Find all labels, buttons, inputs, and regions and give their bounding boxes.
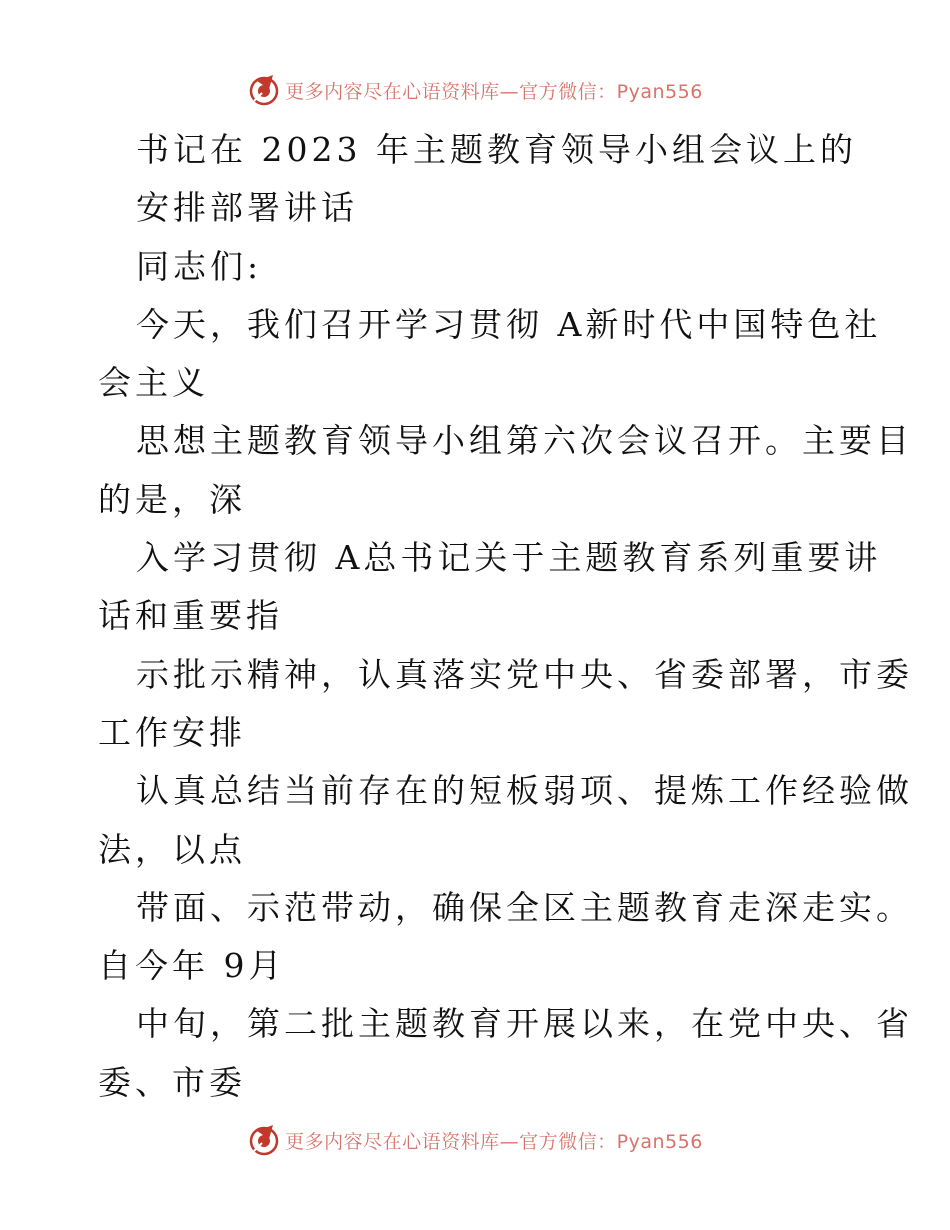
header-banner-text: 更多内容尽在心语资料库—官方微信：Pyan556 (285, 80, 703, 103)
quill-logo-icon (247, 73, 281, 107)
quill-logo-icon (247, 1123, 281, 1157)
paragraph-line: 会主义 (98, 363, 209, 403)
paragraph-line: 入学习贯彻 A总书记关于主题教育系列重要讲 (136, 538, 882, 578)
paragraph-line: 认真总结当前存在的短板弱项、提炼工作经验做 (136, 771, 913, 811)
paragraph-line: 示批示精神，认真落实党中央、省委部署，市委 (136, 654, 913, 694)
doc-title-line-2: 安排部署讲话 (136, 188, 358, 228)
paragraph-line: 带面、示范带动，确保全区主题教育走深走实。 (136, 887, 913, 927)
footer-banner-text: 更多内容尽在心语资料库—官方微信：Pyan556 (285, 1130, 703, 1153)
salutation: 同志们: (136, 246, 263, 286)
paragraph-line: 委、市委 (98, 1062, 246, 1102)
footer-banner (0, 1120, 950, 1160)
paragraph-line: 的是，深 (98, 479, 246, 519)
paragraph-line: 思想主题教育领导小组第六次会议召开。主要目 (136, 421, 913, 461)
doc-title-line-1: 书记在 2023 年主题教育领导小组会议上的 (136, 130, 857, 169)
document-body (98, 121, 913, 1112)
paragraph-line: 自今年 9月 (98, 946, 286, 986)
paragraph-line: 工作安排 (98, 712, 246, 752)
paragraph-line: 法，以点 (98, 829, 246, 869)
paragraph-line: 中旬，第二批主题教育开展以来，在党中央、省 (136, 1004, 913, 1044)
paragraph-line: 话和重要指 (98, 596, 283, 636)
paragraph-line: 今天，我们召开学习贯彻 A新时代中国特色社 (136, 304, 882, 344)
header-banner (0, 70, 950, 110)
